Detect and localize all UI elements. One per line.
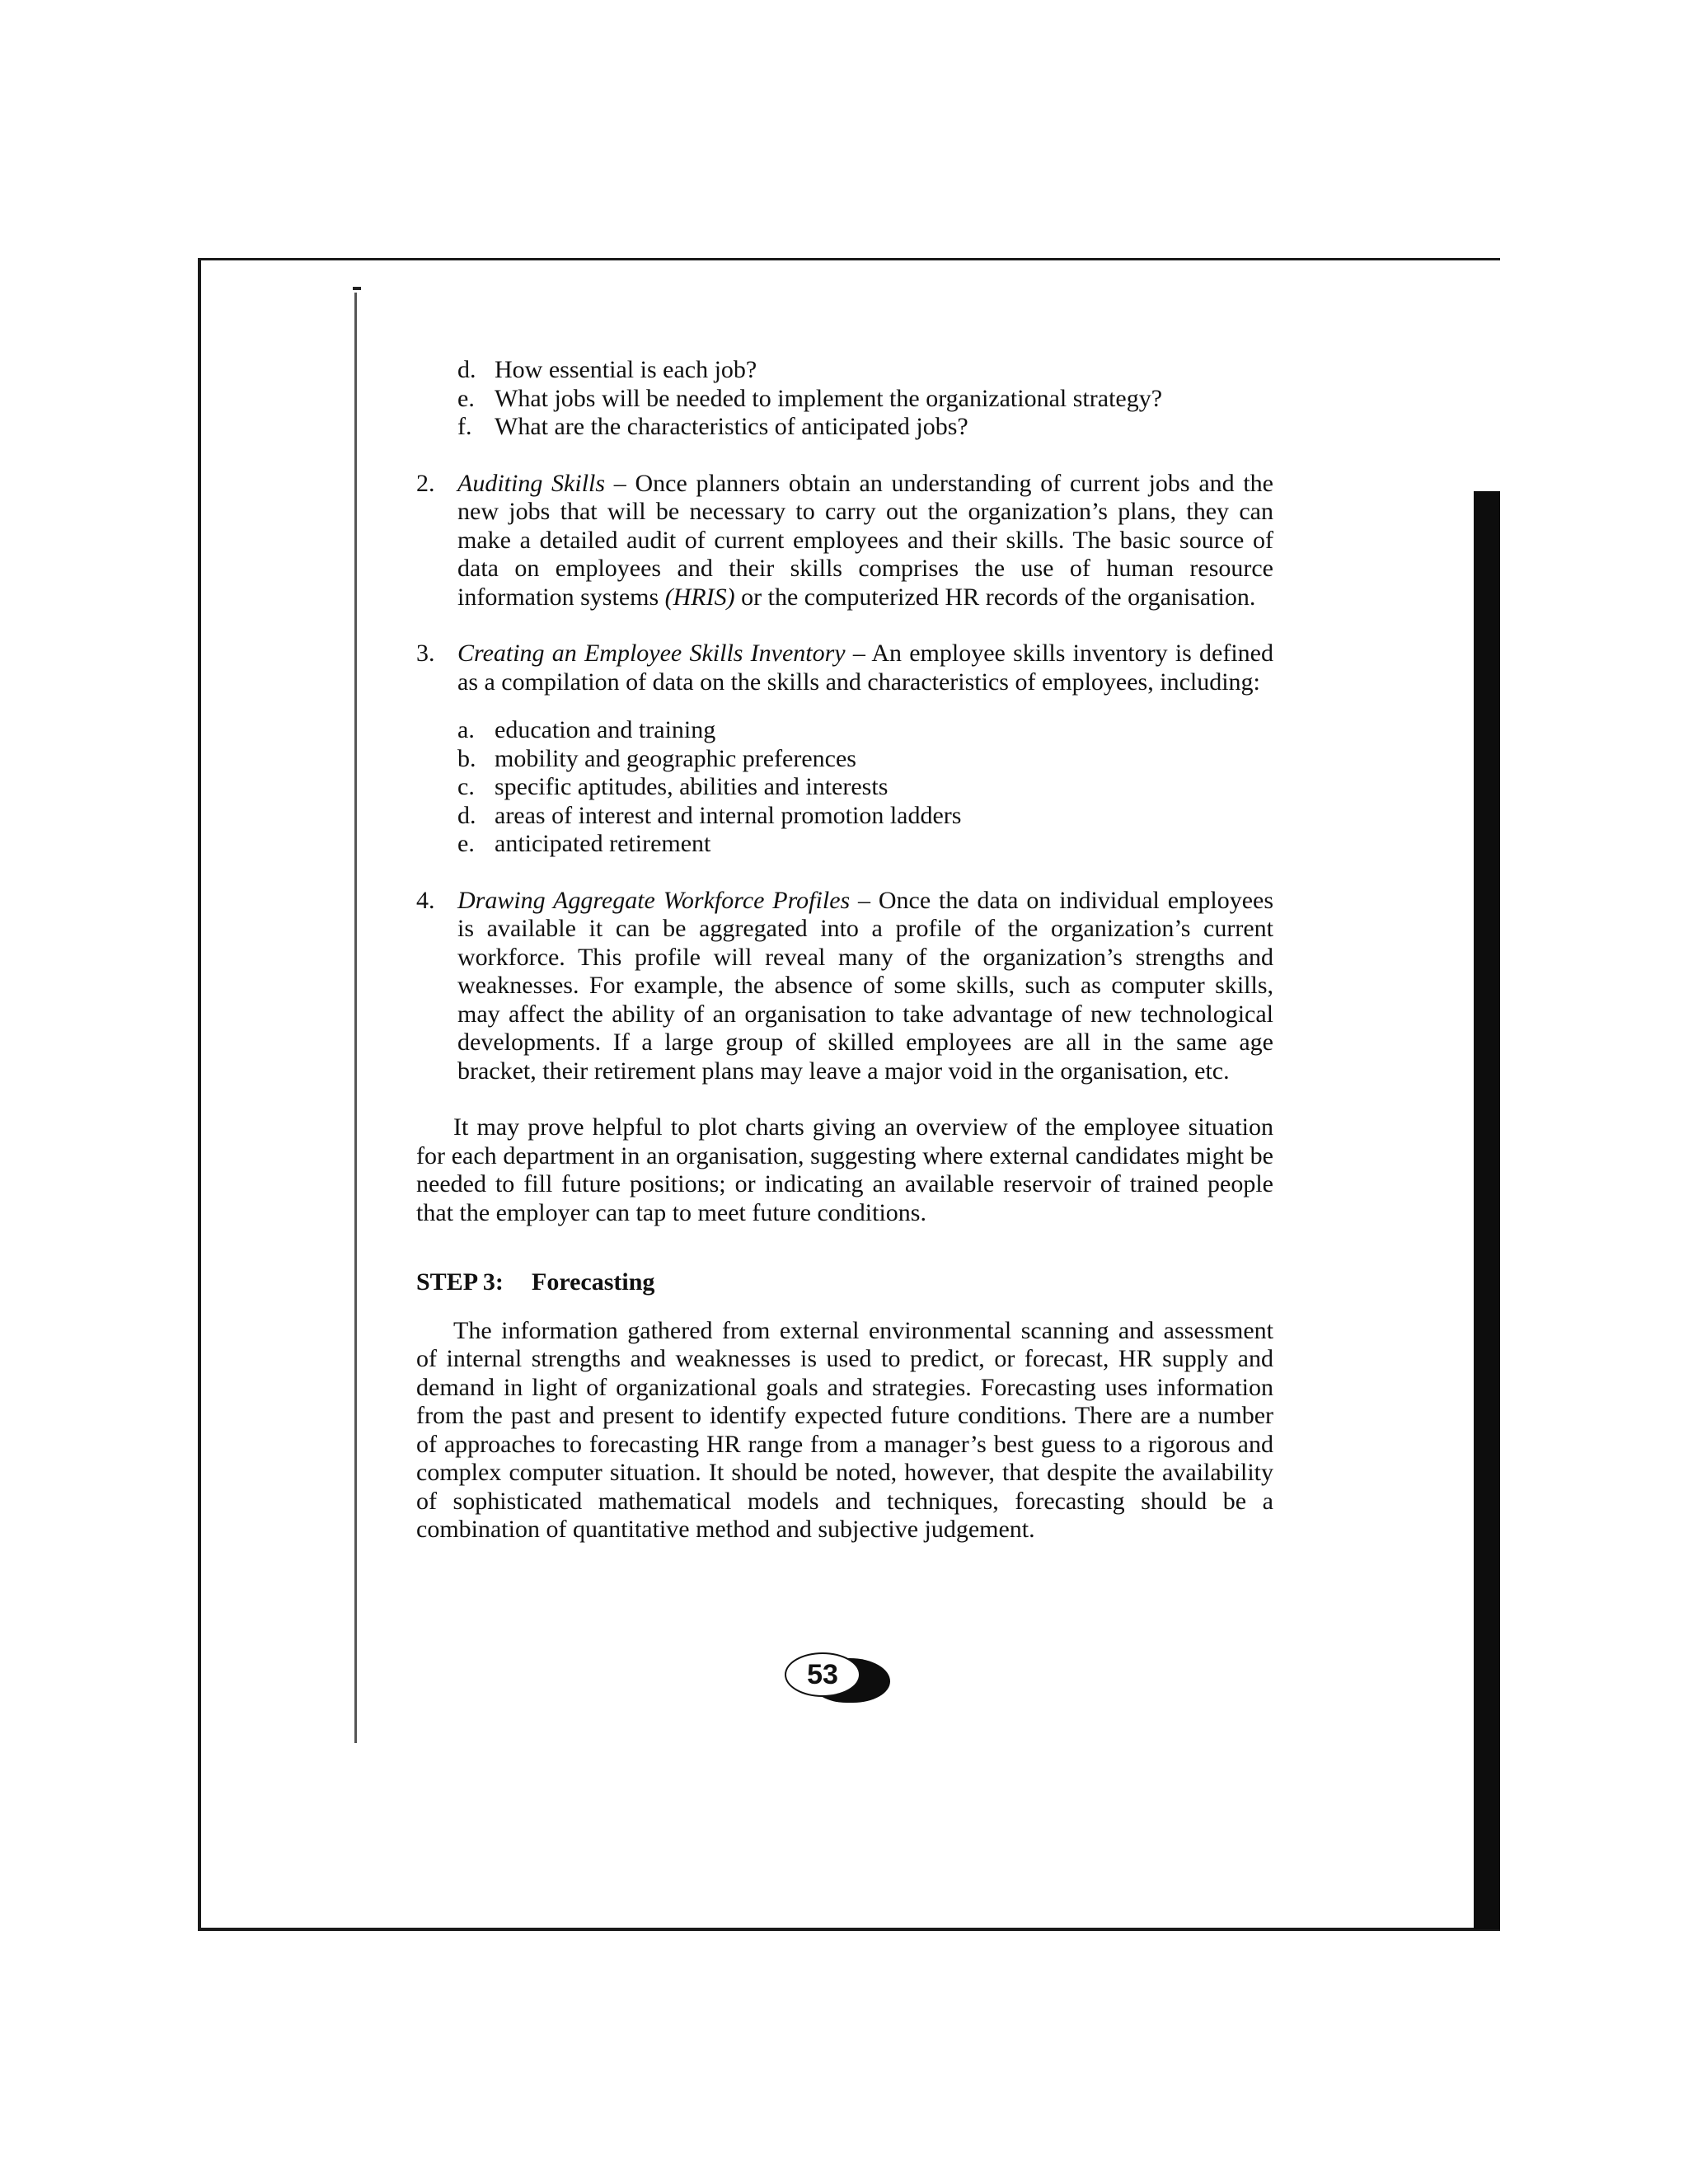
item-body: [457, 640, 1273, 696]
forecasting-paragraph: The information gathered from external environmental scanning and assessment of internal strengths and weaknesses is used to predict, or forecast, HR supply and demand in light of organizational goals and strategies. Forecasting uses information from the past and present to identify expected future conditions. There are a number of approaches to forecasting HR range from a manager’s best guess to a rigorous and complex computer situation. It should be noted, however, that despite the availability of sophisticated mathematical models and techniques, forecasting should be a combination of quantitative method and subjective judgement.: [416, 1316, 1273, 1543]
question-list: [457, 356, 1273, 442]
page-frame-right-shadow: [1474, 491, 1500, 1929]
item-number: 3.: [416, 640, 435, 667]
list-item: [457, 385, 1273, 414]
margin-rule: [354, 293, 357, 1743]
step-heading: [416, 1268, 1273, 1297]
list-text: How essential is each job?: [495, 356, 757, 383]
item-text-end: or the computerized HR records of the organisation.: [734, 583, 1256, 611]
item-title: Creating an Employee Skills Inventory: [457, 640, 846, 667]
list-text: areas of interest and internal promotion ladders: [495, 801, 962, 829]
list-label: d.: [457, 801, 476, 829]
page-content: [416, 356, 1273, 1544]
item-title: Auditing Skills: [457, 469, 606, 497]
item-title: Drawing Aggregate Workforce Profiles: [457, 886, 851, 914]
list-label: e.: [457, 384, 475, 412]
step-label: STEP 3:: [416, 1268, 504, 1296]
list-text: What are the characteristics of anticipated jobs?: [495, 413, 968, 440]
list-item: [457, 716, 1273, 745]
page-frame-top: [198, 258, 1500, 260]
skills-list-container: [416, 716, 1273, 859]
item-text: – An employee skills inventory is defined as a compilation of data on the skills and characteristics of employees, including:: [457, 640, 1273, 696]
skills-list: [457, 716, 1273, 859]
page-frame-left: [198, 258, 201, 1931]
margin-tick: [353, 287, 361, 290]
list-text: anticipated retirement: [495, 830, 711, 857]
list-label: f.: [457, 413, 472, 440]
question-list-container: [416, 356, 1273, 442]
list-label: a.: [457, 716, 475, 743]
list-item: [457, 802, 1273, 831]
page-number: 53: [785, 1652, 860, 1697]
list-text: specific aptitudes, abilities and interests: [495, 773, 889, 800]
list-item: [457, 356, 1273, 385]
item-number: 2.: [416, 469, 435, 497]
numbered-item-4: [416, 887, 1273, 1086]
numbered-item-2: [416, 470, 1273, 612]
list-item: [457, 830, 1273, 859]
item-body: [457, 470, 1273, 612]
numbered-item-3: [416, 640, 1273, 696]
item-abbr: (HRIS): [664, 583, 735, 611]
list-text: What jobs will be needed to implement the organizational strategy?: [495, 384, 1163, 412]
item-text: – Once the data on individual employees is available it can be aggregated into a profile of the organization’s current workforce. This profile will reveal many of the organization’s strengths and weaknesses. For example, the absence of some skills, such as computer skills, may affect the ability of an organisation to take advantage of new technological developments. If a large group of skilled employees are all in the same age bracket, their retirement plans may leave a major void in the organisation, etc.: [457, 886, 1273, 1085]
list-label: b.: [457, 744, 476, 772]
list-text: education and training: [495, 716, 716, 743]
list-label: d.: [457, 356, 476, 383]
page-number-badge: [783, 1650, 890, 1703]
item-number: 4.: [416, 886, 435, 914]
item-body: [457, 887, 1273, 1086]
charts-paragraph: It may prove helpful to plot charts giving an overview of the employee situation for each department in an organisation, suggesting where external candidates might be needed to fill future positions; or indicating an available reservoir of trained people that the employer can tap to meet future conditions.: [416, 1113, 1273, 1226]
list-label: c.: [457, 773, 475, 800]
list-label: e.: [457, 830, 475, 857]
step-title: Forecasting: [532, 1268, 655, 1296]
list-item: [457, 745, 1273, 774]
page-frame-bottom: [198, 1928, 1500, 1931]
list-item: [457, 413, 1273, 442]
list-text: mobility and geographic preferences: [495, 744, 856, 772]
item-text: – Once planners obtain an understanding of current jobs and the new jobs that will be necessary to carry out the organization’s plans, they can make a detailed audit of current employees and their skills. The basic source of data on employees and their skills comprises the use of human resource information systems: [457, 469, 1274, 611]
list-item: [457, 773, 1273, 802]
